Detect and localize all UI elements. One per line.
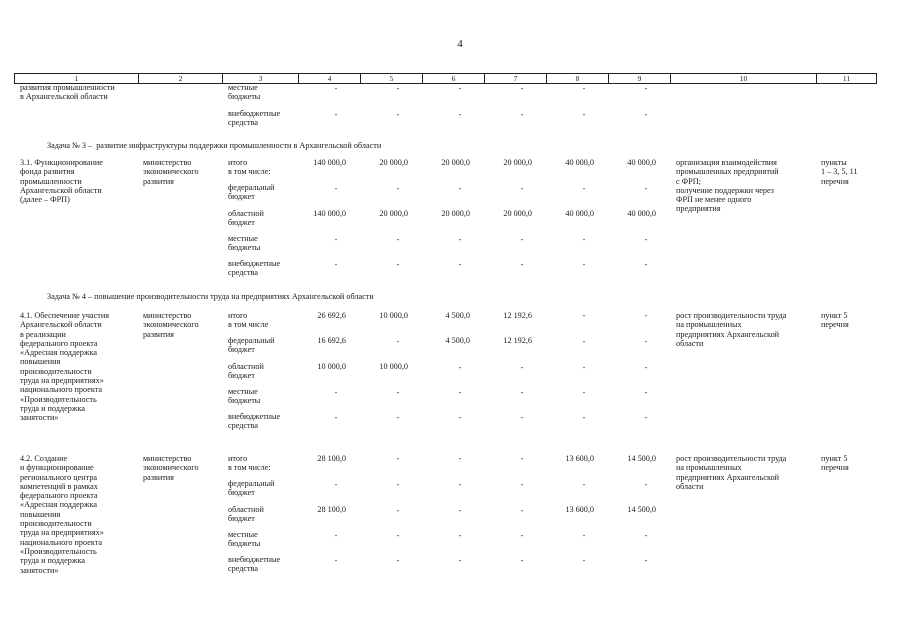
row-value: - [520, 110, 524, 119]
header-col-5: 5 [360, 73, 422, 84]
row-value: 40 000,0 [627, 158, 656, 167]
row-value: - [582, 110, 586, 119]
task-heading: Задача № 3 – развитие инфраструктуры поддержки промышленности в Архангельской области [47, 141, 382, 150]
row-value: - [396, 337, 400, 346]
row-label: итого в том числе: [228, 454, 271, 473]
header-col-1: 1 [14, 73, 138, 84]
row-value: 40 000,0 [565, 209, 594, 218]
row-value: - [334, 413, 338, 422]
item-result: рост производительности труда на промышленных предприятиях Архангельской области [676, 454, 787, 491]
row-value: - [520, 184, 524, 193]
row-value: - [458, 413, 462, 422]
row-value: 20 000,0 [503, 209, 532, 218]
row-value: 13 600,0 [565, 454, 594, 463]
header-col-2: 2 [138, 73, 222, 84]
row-value: - [582, 84, 586, 93]
item-executor: министерство экономического развития [143, 158, 199, 186]
row-value: 12 192,6 [503, 336, 532, 345]
row-value: - [520, 556, 524, 565]
row-value: 20 000,0 [503, 158, 532, 167]
row-value: - [458, 260, 462, 269]
row-label: федеральный бюджет [228, 336, 275, 355]
row-value: - [644, 110, 648, 119]
row-value: - [582, 260, 586, 269]
row-label: областной бюджет [228, 505, 264, 524]
row-value: - [582, 235, 586, 244]
row-label: внебюджетные средства [228, 259, 281, 278]
row-label: областной бюджет [228, 362, 264, 381]
row-value: - [458, 84, 462, 93]
row-value: 13 600,0 [565, 505, 594, 514]
row-value: - [520, 413, 524, 422]
row-value: 40 000,0 [565, 158, 594, 167]
row-value: - [582, 337, 586, 346]
row-value: - [644, 311, 648, 320]
row-value: - [334, 388, 338, 397]
row-value: 14 500,0 [627, 454, 656, 463]
continued-item-name: развития промышленности в Архангельской области [20, 83, 115, 102]
row-label: местные бюджеты [228, 387, 261, 406]
header-col-8: 8 [546, 73, 608, 84]
row-value: - [334, 110, 338, 119]
row-value: - [334, 556, 338, 565]
row-value: 40 000,0 [627, 209, 656, 218]
row-label: итого в том числе [228, 311, 269, 330]
row-value: - [396, 531, 400, 540]
row-value: - [334, 84, 338, 93]
item-ref: пункт 5 перечня [821, 454, 849, 473]
row-value: - [582, 363, 586, 372]
row-value: - [520, 260, 524, 269]
row-value: 14 500,0 [627, 505, 656, 514]
row-value: 26 692,6 [317, 311, 346, 320]
row-value: - [458, 506, 462, 515]
row-value: - [582, 556, 586, 565]
row-value: - [396, 184, 400, 193]
item-name: 4.1. Обеспечение участия Архангельской области в реализации федерального проекта «Адресная поддержка повышения производительности труда на предприятиях» национального проекта «Производительность труда и поддержка занятости» [20, 311, 109, 423]
row-value: - [458, 454, 462, 463]
item-executor: министерство экономического развития [143, 454, 199, 482]
row-value: 4 500,0 [445, 311, 470, 320]
row-value: 140 000,0 [313, 158, 346, 167]
row-value: - [396, 454, 400, 463]
row-value: 28 100,0 [317, 505, 346, 514]
header-col-3: 3 [222, 73, 298, 84]
row-value: - [520, 363, 524, 372]
row-value: - [334, 531, 338, 540]
row-value: - [520, 235, 524, 244]
row-value: - [520, 84, 524, 93]
row-label: местные бюджеты [228, 83, 261, 102]
item-ref: пункт 5 перечня [821, 311, 849, 330]
row-value: - [644, 337, 648, 346]
row-value: - [334, 480, 338, 489]
row-label: итого в том числе: [228, 158, 271, 177]
header-col-7: 7 [484, 73, 546, 84]
row-value: - [644, 84, 648, 93]
row-label: местные бюджеты [228, 530, 261, 549]
row-value: - [396, 235, 400, 244]
row-value: - [644, 388, 648, 397]
item-result: организация взаимодействия промышленных предприятий с ФРП; получение поддержки через ФРП не менее одного предприятия [676, 158, 779, 214]
item-name: 3.1. Функционирование фонда развития промышленности Архангельской области (далее – ФРП) [20, 158, 103, 205]
header-col-10: 10 [670, 73, 816, 84]
row-value: - [396, 84, 400, 93]
row-value: 20 000,0 [379, 158, 408, 167]
row-label: федеральный бюджет [228, 183, 275, 202]
row-value: 140 000,0 [313, 209, 346, 218]
row-value: - [520, 506, 524, 515]
row-value: - [582, 531, 586, 540]
row-value: - [396, 480, 400, 489]
row-value: 10 000,0 [317, 362, 346, 371]
row-value: 28 100,0 [317, 454, 346, 463]
row-value: - [458, 363, 462, 372]
row-value: - [396, 388, 400, 397]
row-value: - [582, 184, 586, 193]
item-executor: министерство экономического развития [143, 311, 199, 339]
row-value: 20 000,0 [441, 209, 470, 218]
row-value: - [644, 235, 648, 244]
row-value: 12 192,6 [503, 311, 532, 320]
row-value: - [396, 413, 400, 422]
row-label: внебюджетные средства [228, 555, 281, 574]
row-value: - [458, 531, 462, 540]
row-label: федеральный бюджет [228, 479, 275, 498]
row-label: внебюджетные средства [228, 109, 281, 128]
row-label: внебюджетные средства [228, 412, 281, 431]
row-value: - [458, 184, 462, 193]
row-value: - [334, 184, 338, 193]
row-value: 20 000,0 [379, 209, 408, 218]
row-value: 20 000,0 [441, 158, 470, 167]
row-value: - [396, 110, 400, 119]
row-value: 10 000,0 [379, 311, 408, 320]
task-heading: Задача № 4 – повышение производительности труда на предприятиях Архангельской области [47, 292, 374, 301]
row-value: - [334, 260, 338, 269]
row-value: - [582, 480, 586, 489]
row-value: - [396, 556, 400, 565]
item-name: 4.2. Создание и функционирование регионального центра компетенций в рамках федерального проекта «Адресная поддержка повышения производительности труда на предприятиях» национального проекта «Производительность труда и поддержка занятости» [20, 454, 104, 575]
row-value: - [520, 454, 524, 463]
header-col-4: 4 [298, 73, 360, 84]
row-value: - [644, 556, 648, 565]
row-value: - [582, 413, 586, 422]
row-value: - [458, 235, 462, 244]
header-col-11: 11 [816, 73, 877, 84]
row-value: - [334, 235, 338, 244]
row-value: - [582, 388, 586, 397]
row-value: - [520, 388, 524, 397]
item-result: рост производительности труда на промышленных предприятиях Архангельской области [676, 311, 787, 348]
header-col-6: 6 [422, 73, 484, 84]
header-col-9: 9 [608, 73, 670, 84]
row-value: - [644, 363, 648, 372]
row-value: 16 692,6 [317, 336, 346, 345]
row-value: - [396, 260, 400, 269]
row-value: - [458, 480, 462, 489]
row-value: - [520, 531, 524, 540]
row-value: - [644, 260, 648, 269]
row-label: местные бюджеты [228, 234, 261, 253]
row-value: - [582, 311, 586, 320]
row-label: областной бюджет [228, 209, 264, 228]
row-value: - [644, 184, 648, 193]
row-value: - [520, 480, 524, 489]
row-value: 10 000,0 [379, 362, 408, 371]
row-value: - [458, 556, 462, 565]
row-value: - [644, 413, 648, 422]
row-value: - [644, 480, 648, 489]
row-value: - [644, 531, 648, 540]
row-value: 4 500,0 [445, 336, 470, 345]
row-value: - [458, 110, 462, 119]
row-value: - [458, 388, 462, 397]
page-number: 4 [457, 38, 463, 50]
item-ref: пункты 1 – 3, 5, 11 перечня [821, 158, 858, 186]
row-value: - [396, 506, 400, 515]
